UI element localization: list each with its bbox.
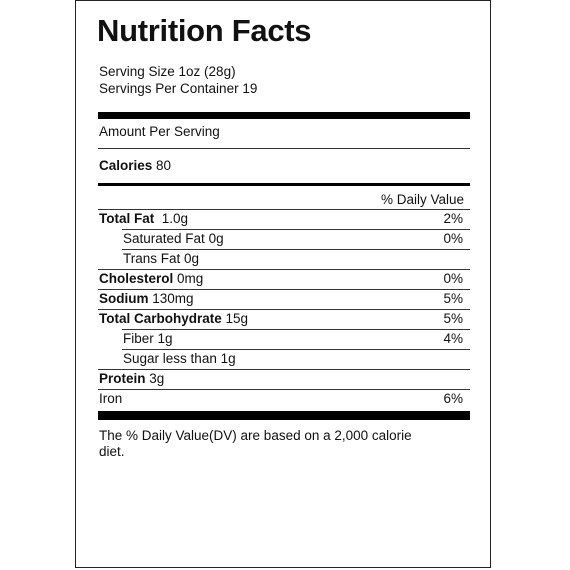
nutrient-name: Saturated Fat <box>123 231 205 246</box>
nutrient-amount: 0g <box>184 251 200 266</box>
nutrient-name: Cholesterol <box>99 271 174 286</box>
nutrient-amount: 1.0g <box>161 211 189 226</box>
nutrient-row-sugar <box>123 349 463 369</box>
nutrient-name: Total Carbohydrate <box>99 311 222 326</box>
amount-per-serving <box>99 122 463 142</box>
nutrient-name: Trans Fat <box>123 251 181 266</box>
nutrient-amount: 1g <box>157 331 173 346</box>
nutrient-name: Protein <box>99 371 146 386</box>
nutrient-amount: 0g <box>208 231 224 246</box>
nutrient-daily-value: 0% <box>443 231 463 246</box>
nutrient-row-fiber <box>123 329 463 349</box>
nutrient-daily-value: 4% <box>443 331 463 346</box>
nutrient-row-total-fat <box>99 209 463 229</box>
nutrient-amount: 3g <box>149 371 165 386</box>
nutrient-daily-value: 0% <box>443 271 463 286</box>
nutrient-amount: 15g <box>225 311 249 326</box>
divider <box>98 148 470 149</box>
nutrient-name: Iron <box>99 391 123 406</box>
nutrient-row-cholesterol <box>99 269 463 289</box>
nutrient-name: Sugar <box>123 351 160 366</box>
nutrient-daily-value: 5% <box>443 311 463 326</box>
nutrient-name: Fiber <box>123 331 154 346</box>
nutrient-row-saturated-fat <box>123 229 463 249</box>
medium-divider <box>98 183 470 186</box>
nutrient-name: Total Fat <box>99 211 155 226</box>
nutrient-amount: less than 1g <box>162 351 236 366</box>
serving-size: Serving Size 1oz (28g) <box>99 64 236 79</box>
nutrient-row-iron <box>99 389 463 409</box>
nutrient-row-trans-fat <box>123 249 463 269</box>
nutrient-amount: 0mg <box>177 271 204 286</box>
servings-per-container: Servings Per Container 19 <box>99 81 258 96</box>
calories-row <box>99 156 463 176</box>
daily-value-footnote: The % Daily Value(DV) are based on a 2,000 calorie diet. <box>99 428 412 459</box>
nutrient-row-sodium <box>99 289 463 309</box>
label-title: Nutrition Facts <box>97 13 312 48</box>
calories-label: Calories <box>99 158 153 173</box>
nutrient-daily-value: 5% <box>443 291 463 306</box>
nutrient-daily-value: 2% <box>443 211 463 226</box>
thick-divider <box>98 112 470 119</box>
calories-value: 80 <box>156 158 172 173</box>
daily-value-header: % Daily Value <box>380 192 464 207</box>
nutrient-row-protein <box>99 369 463 389</box>
amount-per-serving-label: Amount Per Serving <box>99 124 220 139</box>
nutrient-amount: 130mg <box>152 291 194 306</box>
nutrient-daily-value: 6% <box>443 391 463 406</box>
nutrient-row-total-carbohydrate <box>99 309 463 329</box>
thick-divider <box>98 411 470 420</box>
nutrient-name: Sodium <box>99 291 149 306</box>
